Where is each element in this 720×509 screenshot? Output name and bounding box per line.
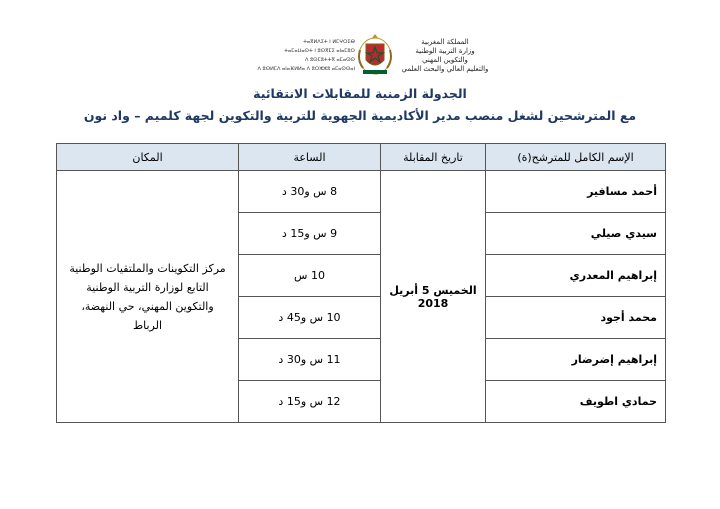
ministry-line: والتعليم العالي والبحث العلمي bbox=[401, 65, 489, 73]
ministry-name-tifinagh bbox=[255, 38, 355, 74]
candidate-name: أحمد مسافير bbox=[486, 171, 666, 213]
interview-time bbox=[239, 213, 381, 255]
ministry-line: وزارة التربية الوطنية bbox=[415, 47, 475, 55]
ministry-line: المملكة المغربية bbox=[421, 38, 469, 46]
interview-schedule-table bbox=[56, 143, 665, 409]
candidate-name: حمادي اطويف bbox=[486, 381, 666, 423]
interview-time-text: 10 س و45 د bbox=[278, 311, 341, 324]
interview-time bbox=[239, 255, 381, 297]
document-title: الجدولة الزمنية للمقابلات الانتقائية bbox=[253, 86, 467, 101]
header-candidate-name: الإسم الكامل للمترشح(ة) bbox=[486, 144, 666, 171]
interview-time bbox=[239, 381, 381, 423]
ministry-name-arabic bbox=[400, 38, 490, 74]
interview-date: الخميس 5 أبريل 2018 bbox=[381, 171, 486, 423]
tifinagh-line: ⴷ ⵓⵙⵍⵎⴷ ⴰⵏⴰⴼⵍⵍⴰ ⴷ ⵓⵔⵣⵣⵓ ⴰⵎⴰⵙⵙⴰⵏ bbox=[257, 66, 355, 72]
interview-time-text: 8 س و30 د bbox=[281, 185, 338, 198]
ministry-line: والتكوين المهني bbox=[422, 56, 468, 64]
tifinagh-line: ⵜⴰⵎⴰⵡⴰⵙⵜ ⵏ ⵓⵙⴳⵎⵉ ⴰⵏⴰⵎⵓⵔ bbox=[284, 48, 355, 54]
interview-time bbox=[239, 171, 381, 213]
moroccan-coat-of-arms-icon bbox=[357, 32, 393, 76]
header-interview-date: تاريخ المقابلة bbox=[381, 144, 486, 171]
interview-place: مركز التكوينات والملتقيات الوطنية التابع لوزارة التربية الوطنية والتكوين المهني، حي النهضة، الرباط bbox=[57, 171, 239, 423]
candidate-name: إبراهيم المعدري bbox=[486, 255, 666, 297]
candidate-name: سيدي صيلي bbox=[486, 213, 666, 255]
candidate-name: محمد أجود bbox=[486, 297, 666, 339]
interview-time-text: 10 س bbox=[294, 269, 325, 282]
header-time: الساعة bbox=[239, 144, 381, 171]
interview-time bbox=[239, 339, 381, 381]
interview-time-text: 12 س و15 د bbox=[278, 395, 341, 408]
header-place: المكان bbox=[57, 144, 239, 171]
interview-time bbox=[239, 297, 381, 339]
interview-time-text: 9 س و15 د bbox=[281, 227, 338, 240]
table-row bbox=[57, 171, 666, 213]
tifinagh-line: ⴷ ⵓⵙⵎⵓⵜⵜⴳ ⴰⵎⴰⵙⵙ bbox=[305, 57, 355, 63]
table-header-row bbox=[57, 144, 666, 171]
candidate-name: إبراهيم إضرضار bbox=[486, 339, 666, 381]
document-header bbox=[0, 28, 720, 88]
document-subtitle: مع المترشحين لشغل منصب مدير الأكاديمية الجهوية للتربية والتكوين لجهة كلميم – واد نون bbox=[83, 108, 637, 123]
interview-time-text: 11 س و30 د bbox=[278, 353, 341, 366]
tifinagh-line: ⵜⴰⴳⵍⴷⵉⵜ ⵏ ⵍⵎⵖⵔⵉⴱ bbox=[303, 39, 355, 45]
